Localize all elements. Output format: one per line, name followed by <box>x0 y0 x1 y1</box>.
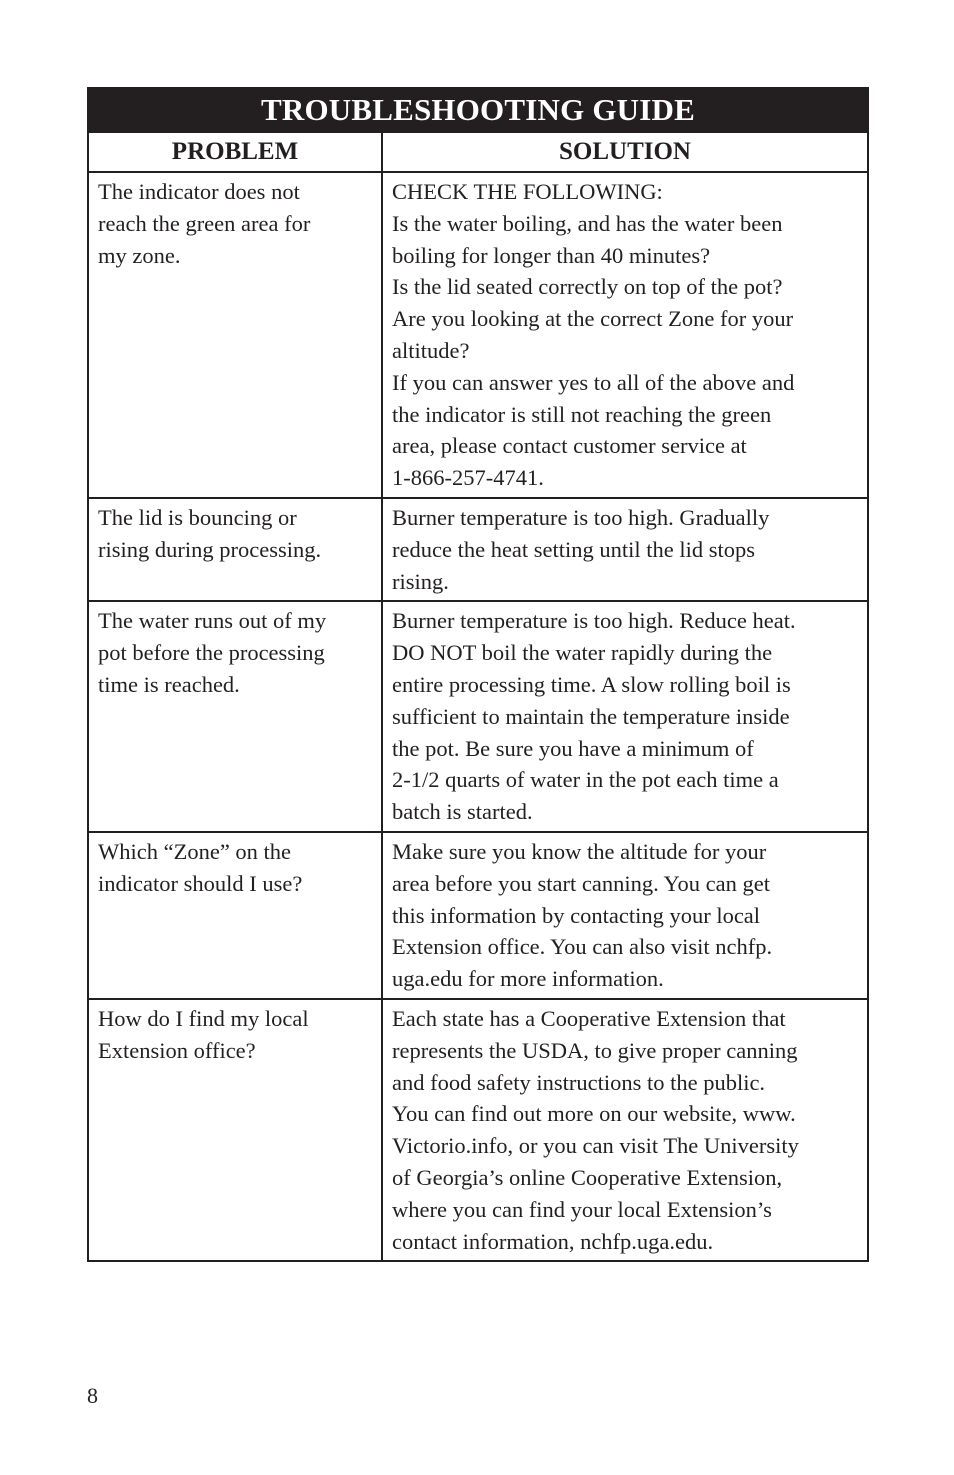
solution-line: Burner temperature is too high. Reduce heat. <box>392 608 796 634</box>
solution-line: uga.edu for more information. <box>392 966 664 992</box>
problem-text <box>89 833 381 903</box>
solution-line: Burner temperature is too high. Gradually <box>392 504 770 530</box>
solution-line: Is the water boiling, and has the water been <box>392 210 783 236</box>
solution-cell <box>382 999 868 1261</box>
problem-line: The indicator does not <box>98 179 300 204</box>
problem-text <box>89 602 381 703</box>
problem-line: reach the green area for <box>98 210 311 236</box>
solution-cell <box>382 172 868 498</box>
solution-line: Extension office. You can also visit nchfp. <box>392 934 773 960</box>
solution-cell <box>382 498 868 601</box>
table-row <box>88 498 868 601</box>
table-body <box>88 172 868 1261</box>
solution-text <box>383 602 867 831</box>
solution-line: entire processing time. A slow rolling boil is <box>392 671 791 697</box>
solution-line: area, please contact customer service at <box>392 433 747 459</box>
solution-line: Each state has a Cooperative Extension that <box>392 1005 786 1031</box>
problem-line: The water runs out of my <box>98 608 327 634</box>
solution-line: area before you start canning. You can get <box>392 870 770 896</box>
table-row <box>88 832 868 999</box>
problem-cell <box>88 498 382 601</box>
solution-cell <box>382 832 868 999</box>
solution-line: batch is started. <box>392 799 533 825</box>
troubleshooting-table <box>87 87 869 1262</box>
header-solution: SOLUTION <box>382 132 868 172</box>
solution-line: boiling for longer than 40 minutes? <box>392 242 711 268</box>
solution-line: Is the lid seated correctly on top of the pot? <box>392 274 783 300</box>
solution-text <box>383 1000 867 1260</box>
table-title: TROUBLESHOOTING GUIDE <box>88 88 868 132</box>
page-number: 8 <box>87 1383 98 1408</box>
solution-line: Victorio.info, or you can visit The University <box>392 1133 799 1159</box>
solution-cell <box>382 601 868 832</box>
solution-line: 2-1/2 quarts of water in the pot each time a <box>392 767 779 793</box>
problem-cell <box>88 999 382 1261</box>
solution-line: represents the USDA, to give proper canning <box>392 1037 798 1063</box>
problem-line: my zone. <box>98 242 181 268</box>
solution-line: the pot. Be sure you have a minimum of <box>392 735 754 761</box>
solution-line: contact information, nchfp.uga.edu. <box>392 1228 714 1254</box>
solution-line: the indicator is still not reaching the green <box>392 401 772 427</box>
problem-cell <box>88 832 382 999</box>
solution-line: If you can answer yes to all of the above and <box>392 369 795 395</box>
solution-line: this information by contacting your local <box>392 902 761 928</box>
problem-line: The lid is bouncing or <box>98 504 297 530</box>
solution-line: where you can find your local Extension’s <box>392 1196 772 1222</box>
header-row <box>88 132 868 172</box>
problem-line: Extension office? <box>98 1037 256 1063</box>
header-problem: PROBLEM <box>88 132 382 172</box>
solution-line: Make sure you know the altitude for your <box>392 838 767 864</box>
table-row <box>88 601 868 832</box>
title-row <box>88 88 868 132</box>
problem-line: pot before the processing <box>98 640 325 666</box>
problem-line: Which “Zone” on the <box>98 838 292 864</box>
solution-line: DO NOT boil the water rapidly during the <box>392 640 773 666</box>
problem-line: rising during processing. <box>98 536 322 562</box>
solution-line: rising. <box>392 568 449 594</box>
table-row <box>88 172 868 498</box>
solution-line: altitude? <box>392 337 470 363</box>
solution-line: Are you looking at the correct Zone for your <box>392 306 794 332</box>
solution-text <box>383 173 867 497</box>
solution-line: reduce the heat setting until the lid stops <box>392 536 756 562</box>
problem-line: time is reached. <box>98 671 240 697</box>
problem-line: How do I find my local <box>98 1005 309 1031</box>
problem-line: indicator should I use? <box>98 870 303 896</box>
solution-line: You can find out more on our website, www. <box>392 1101 796 1127</box>
solution-text <box>383 833 867 998</box>
solution-line: and food safety instructions to the public. <box>392 1069 766 1095</box>
table-row <box>88 999 868 1261</box>
solution-line: sufficient to maintain the temperature inside <box>392 703 790 729</box>
solution-text <box>383 499 867 600</box>
problem-cell <box>88 172 382 498</box>
solution-line: 1-866-257-4741. <box>392 465 544 491</box>
problem-text <box>89 173 381 274</box>
solution-line: CHECK THE FOLLOWING: <box>392 179 663 204</box>
problem-text <box>89 1000 381 1070</box>
problem-text <box>89 499 381 569</box>
solution-line: of Georgia’s online Cooperative Extension, <box>392 1164 783 1190</box>
problem-cell <box>88 601 382 832</box>
